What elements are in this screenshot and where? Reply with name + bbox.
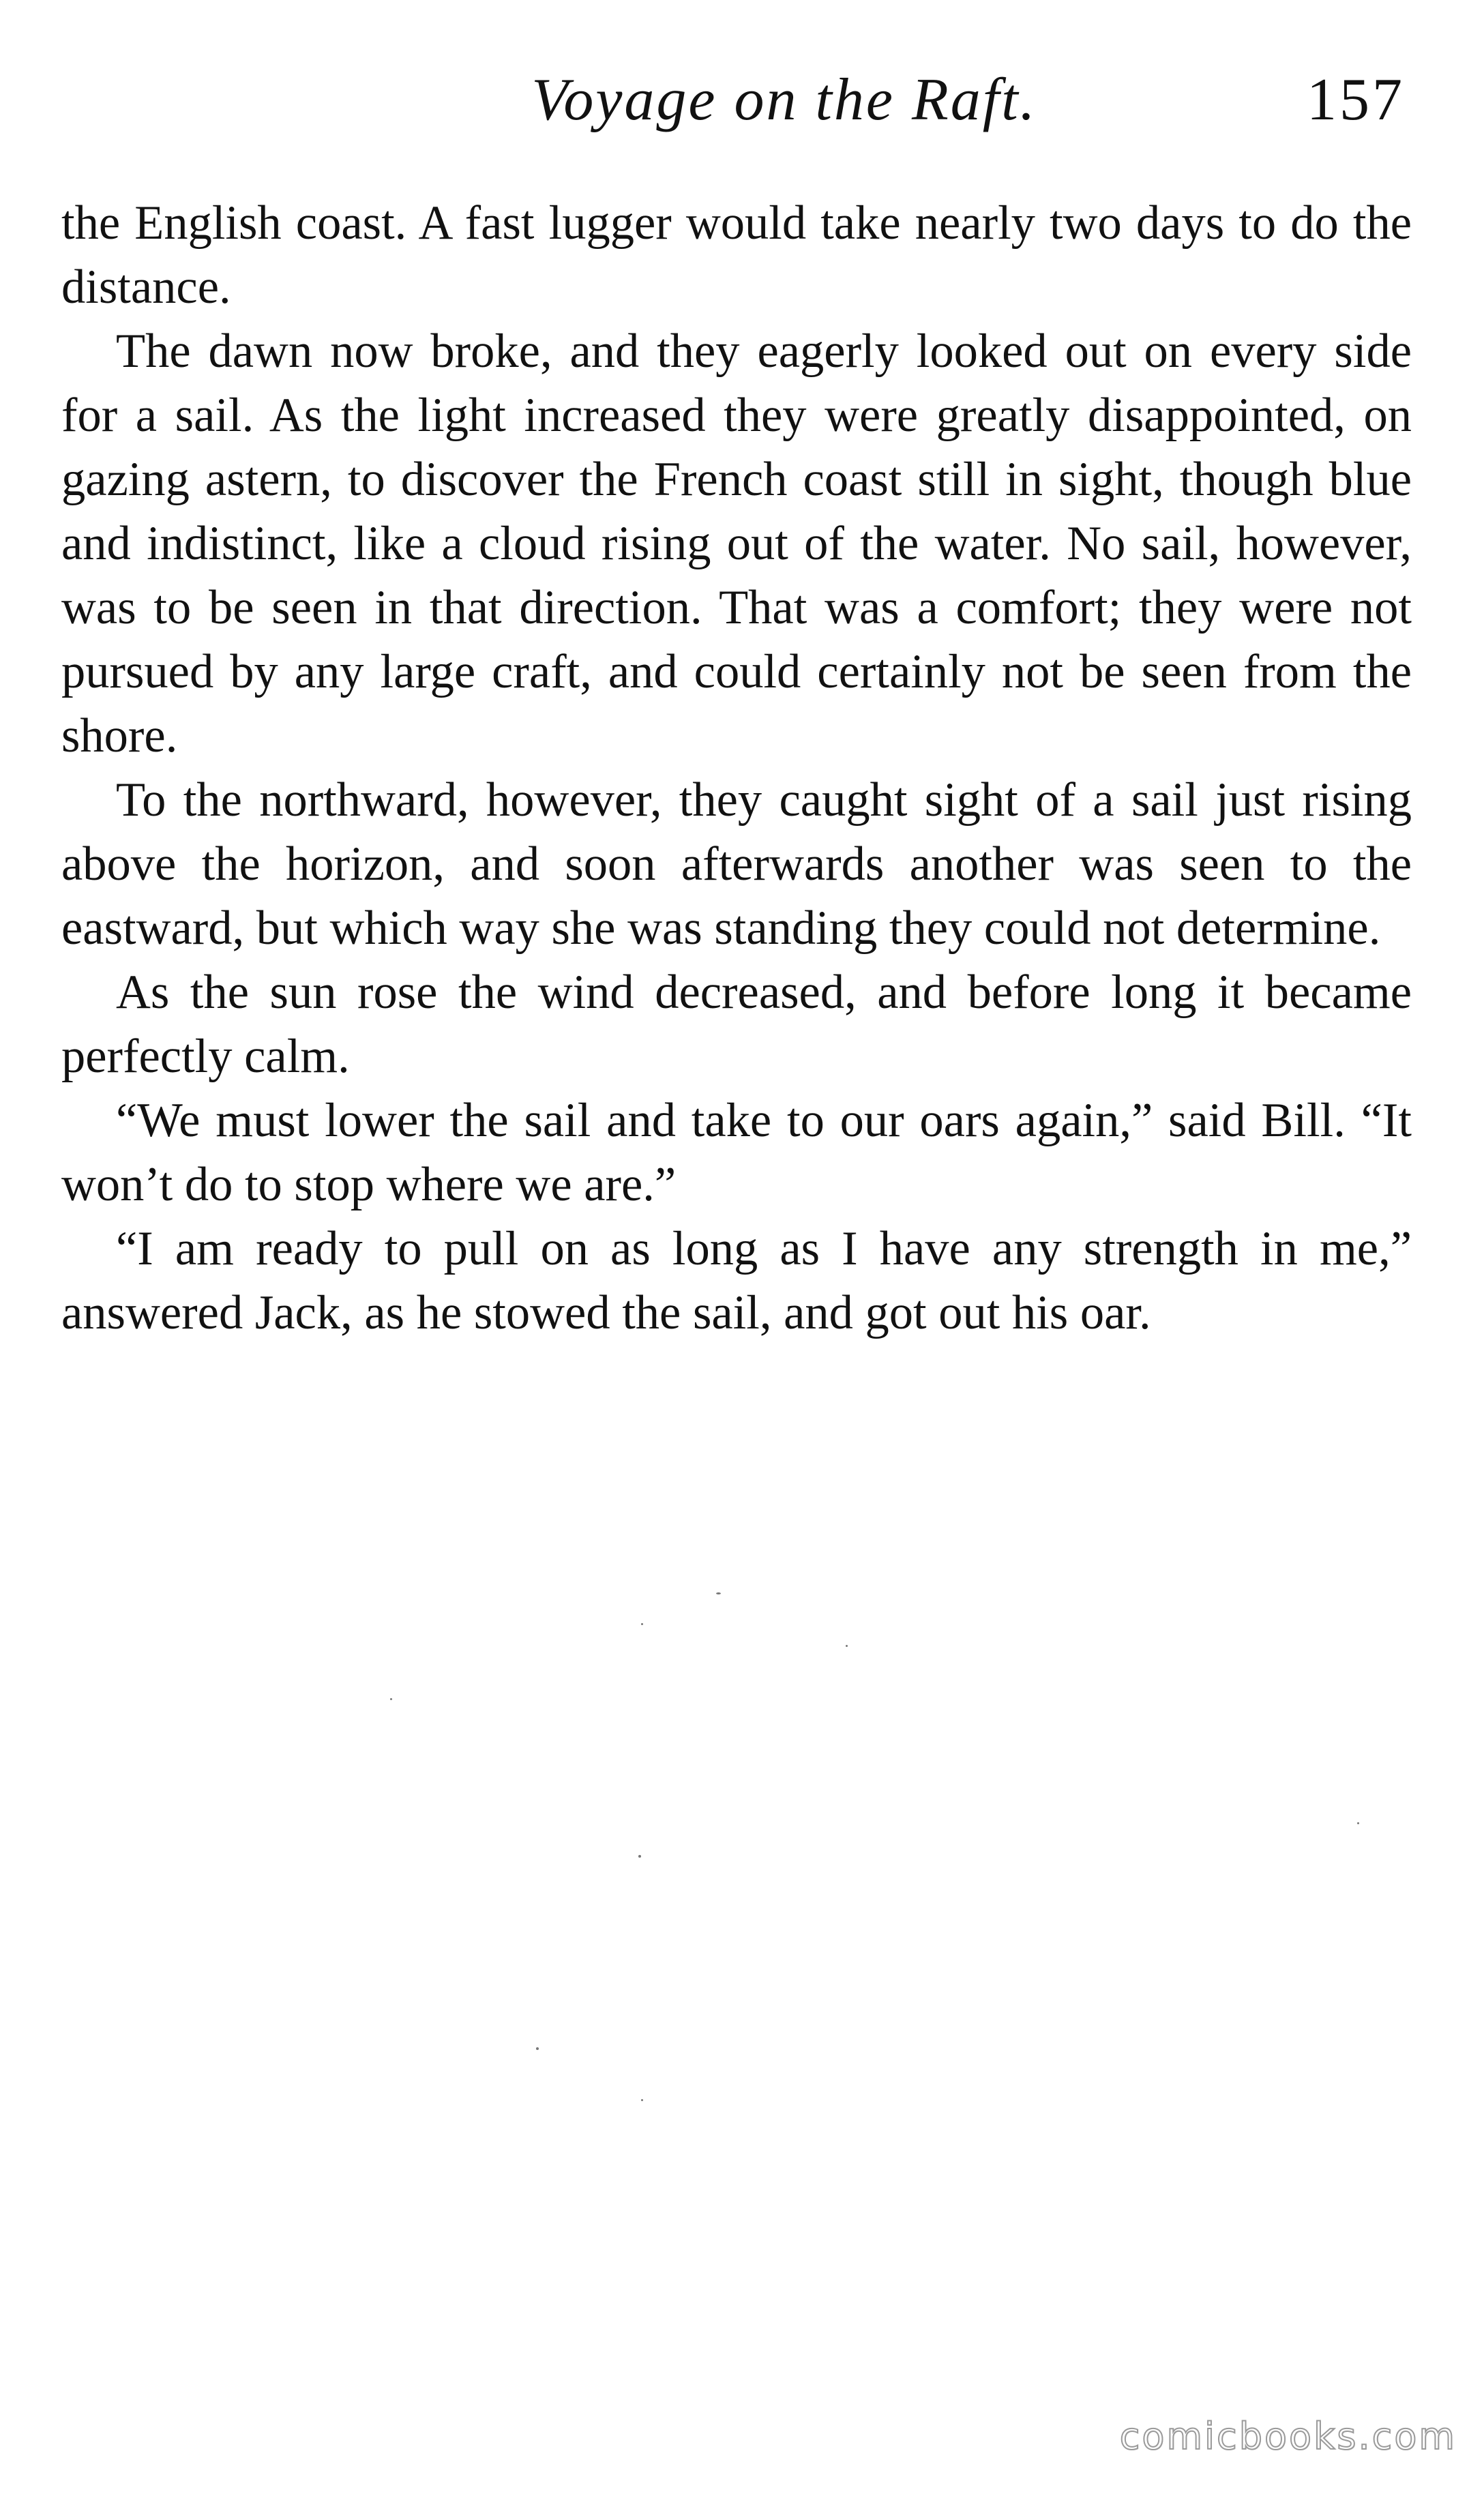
paper-speck <box>536 2047 539 2050</box>
paper-speck <box>641 2099 643 2101</box>
paper-speck <box>716 1592 721 1594</box>
running-title: Voyage on the Raft. <box>531 67 1037 133</box>
watermark-logo: comicbooks.com <box>1119 2415 1457 2458</box>
paper-speck <box>1357 1822 1359 1824</box>
paragraph: the English coast. A fast lugger would take nearly two days to do the distance. <box>61 196 1412 314</box>
paragraph: As the sun rose the wind decreased, and before long it became perfectly calm. <box>61 966 1412 1083</box>
paragraph: The dawn now broke, and they eagerly looked out on every side for a sail. As the light increased they were greatly disappointed, on gazing astern, to discover the French coast still in sight, though blue and indistinct, like a cloud rising out of the water. No sail, however, was to be seen in that direction. That was a comfort; they were not pursued by any large craft, and could certainly not be seen from the shore. <box>61 325 1412 762</box>
paragraph: “I am ready to pull on as long as I have any strength in me,” answered Jack, as he stowed the sail, and got out his oar. <box>61 1222 1412 1339</box>
paper-speck <box>846 1645 848 1647</box>
paper-speck <box>390 1698 392 1700</box>
paragraph: “We must lower the sail and take to our oars again,” said Bill. “It won’t do to stop where we are.” <box>61 1094 1412 1211</box>
paper-speck <box>641 1623 643 1625</box>
page-number: 157 <box>1307 67 1405 133</box>
paper-speck <box>638 1855 641 1858</box>
paragraph: To the northward, however, they caught sight of a sail just rising above the horizon, and soon afterwards another was seen to the eastward, but which way she was standing they could not determine. <box>61 773 1412 955</box>
